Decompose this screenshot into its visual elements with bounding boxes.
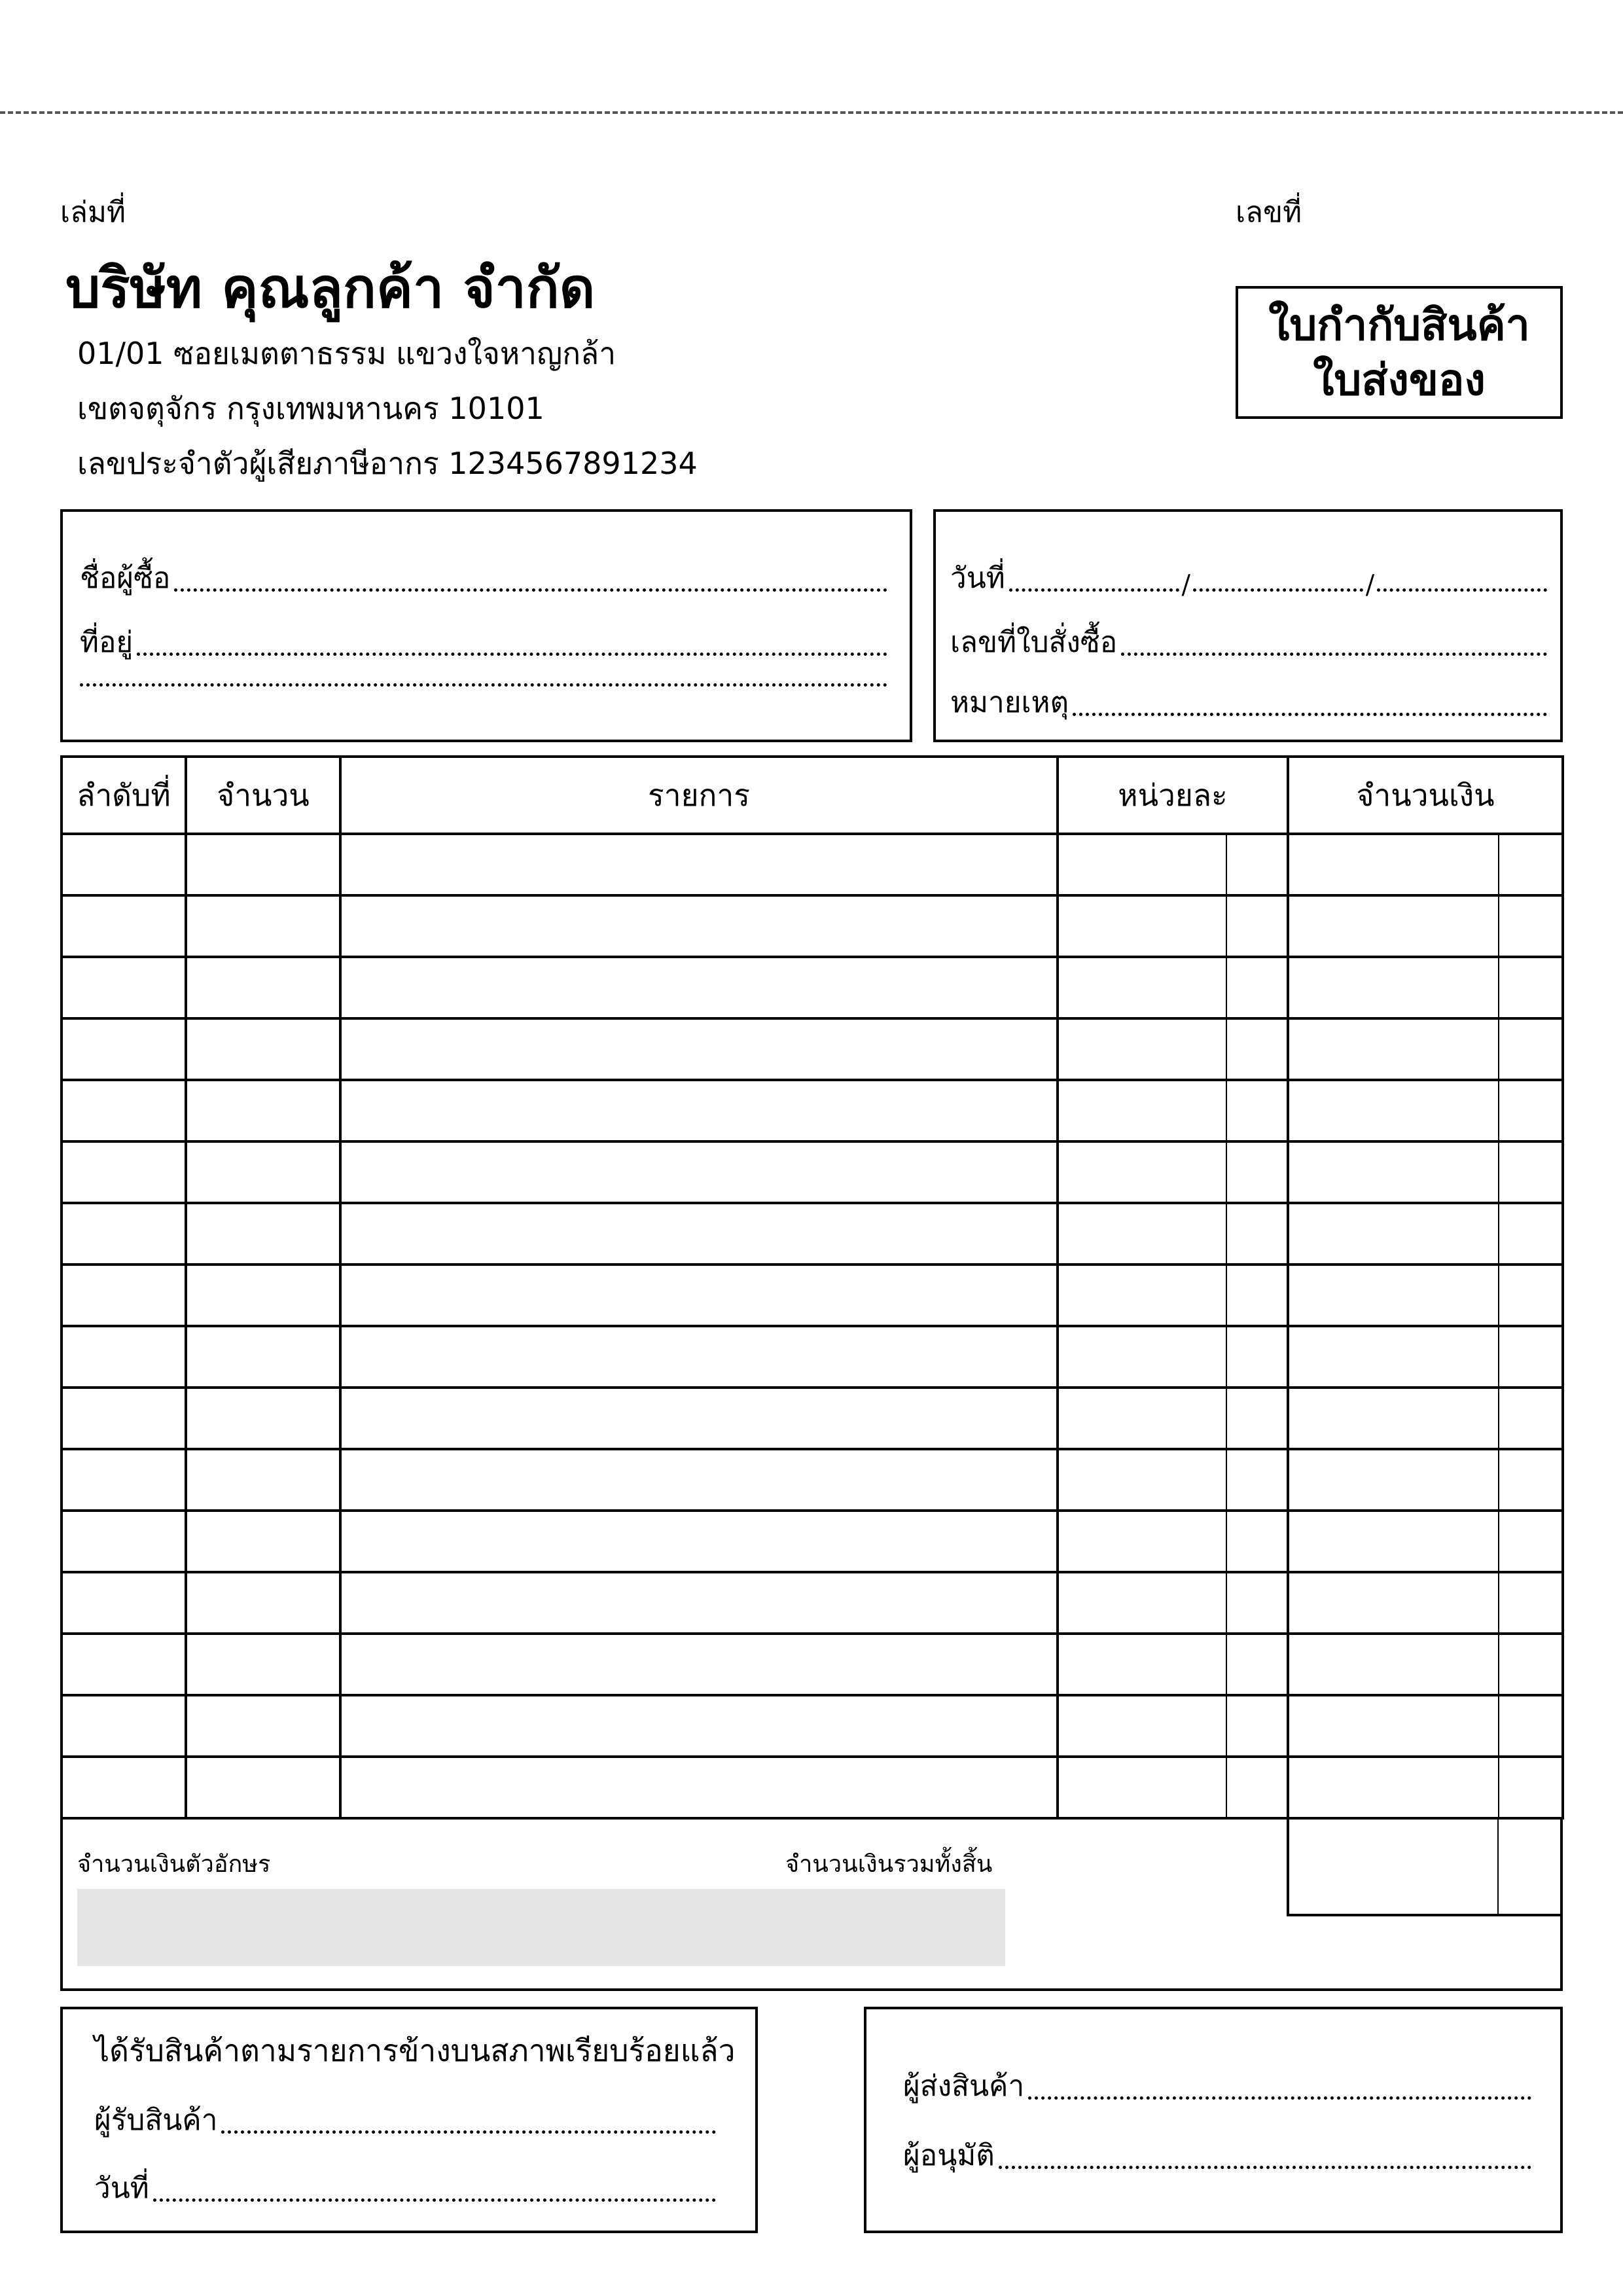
table-row <box>62 1572 1563 1634</box>
cell-unit-price-decimal[interactable] <box>1226 1326 1288 1388</box>
cell-amount-decimal[interactable] <box>1499 1265 1563 1326</box>
cell-no[interactable] <box>62 1141 186 1203</box>
cell-no[interactable] <box>62 1572 186 1634</box>
receipt-date-field[interactable] <box>94 2169 716 2208</box>
table-row <box>62 1695 1563 1757</box>
sender-field[interactable] <box>903 2067 1531 2106</box>
col-header-qty: จำนวน <box>186 757 340 834</box>
cell-unit-price[interactable] <box>1058 1449 1226 1511</box>
cell-amount[interactable] <box>1288 1388 1499 1449</box>
cell-amount-decimal[interactable] <box>1499 1018 1563 1080</box>
cell-no[interactable] <box>62 1203 186 1265</box>
cell-description[interactable] <box>340 1326 1058 1388</box>
cell-qty[interactable] <box>186 1080 340 1141</box>
cell-amount[interactable] <box>1288 1326 1499 1388</box>
amount-in-words-label: จำนวนเงินตัวอักษร <box>77 1851 271 1878</box>
cell-amount[interactable] <box>1288 1511 1499 1572</box>
receipt-box <box>60 2007 758 2233</box>
cell-description[interactable] <box>340 1388 1058 1449</box>
cell-amount-decimal[interactable] <box>1499 1757 1563 1818</box>
date-field[interactable] <box>950 559 1547 598</box>
cell-qty[interactable] <box>186 1203 340 1265</box>
cell-qty[interactable] <box>186 1326 340 1388</box>
cell-no[interactable] <box>62 895 186 957</box>
cell-description[interactable] <box>340 895 1058 957</box>
company-address-line1: 01/01 ซอยเมตตาธรรม แขวงใจหาญกล้า <box>77 336 616 371</box>
table-row <box>62 1080 1563 1141</box>
cell-unit-price[interactable] <box>1058 957 1226 1018</box>
cell-qty[interactable] <box>186 1018 340 1080</box>
col-header-unit-price: หน่วยละ <box>1058 757 1288 834</box>
cell-description[interactable] <box>340 1449 1058 1511</box>
sender-box <box>864 2007 1563 2233</box>
col-header-amount: จำนวนเงิน <box>1288 757 1563 834</box>
table-row <box>62 957 1563 1018</box>
order-info-box <box>933 509 1563 742</box>
cell-unit-price[interactable] <box>1058 1018 1226 1080</box>
table-row <box>62 1203 1563 1265</box>
date-label: วันที่ <box>950 562 1005 595</box>
cell-unit-price-decimal[interactable] <box>1226 1080 1288 1141</box>
cell-qty[interactable] <box>186 1141 340 1203</box>
cut-line <box>0 111 1623 114</box>
cell-amount-decimal[interactable] <box>1499 1511 1563 1572</box>
cell-amount[interactable] <box>1288 1572 1499 1634</box>
cell-amount[interactable] <box>1288 1757 1499 1818</box>
table-row <box>62 834 1563 895</box>
cell-description[interactable] <box>340 1572 1058 1634</box>
cell-no[interactable] <box>62 1449 186 1511</box>
cell-qty[interactable] <box>186 1757 340 1818</box>
cell-unit-price-decimal[interactable] <box>1226 1449 1288 1511</box>
cell-description[interactable] <box>340 1634 1058 1695</box>
cell-no[interactable] <box>62 1265 186 1326</box>
cell-unit-price[interactable] <box>1058 1695 1226 1757</box>
cell-amount[interactable] <box>1288 1634 1499 1695</box>
buyer-address-label: ที่อยู่ <box>80 626 134 659</box>
cell-unit-price-decimal[interactable] <box>1226 1511 1288 1572</box>
company-name: บริษัท คุณลูกค้า จำกัด <box>65 256 596 320</box>
cell-unit-price-decimal[interactable] <box>1226 1634 1288 1695</box>
cell-unit-price[interactable] <box>1058 1572 1226 1634</box>
cell-amount-decimal[interactable] <box>1499 834 1563 895</box>
receiver-label: ผู้รับสินค้า <box>94 2104 218 2137</box>
table-row <box>62 1018 1563 1080</box>
cell-unit-price[interactable] <box>1058 1265 1226 1326</box>
table-row <box>62 1141 1563 1203</box>
received-statement: ได้รับสินค้าตามรายการข้างบนสภาพเรียบร้อยแล้ว <box>94 2033 736 2068</box>
receiver-field[interactable] <box>94 2101 716 2140</box>
cell-qty[interactable] <box>186 1388 340 1449</box>
document-title-line1: ใบกำกับสินค้า <box>1268 299 1530 350</box>
cell-amount-decimal[interactable] <box>1499 1326 1563 1388</box>
sender-label: ผู้ส่งสินค้า <box>903 2070 1025 2103</box>
cell-amount[interactable] <box>1288 1080 1499 1141</box>
cell-no[interactable] <box>62 1757 186 1818</box>
table-row <box>62 1449 1563 1511</box>
cell-unit-price[interactable] <box>1058 895 1226 957</box>
cell-description[interactable] <box>340 1018 1058 1080</box>
buyer-name-label: ชื่อผู้ซื้อ <box>80 562 171 595</box>
book-number-label: เล่มที่ <box>60 196 126 229</box>
grand-total-label: จำนวนเงินรวมทั้งสิ้น <box>785 1851 993 1878</box>
cell-description[interactable] <box>340 1757 1058 1818</box>
table-row <box>62 1757 1563 1818</box>
cell-amount-decimal[interactable] <box>1499 1449 1563 1511</box>
grand-total-divider <box>1497 1817 1499 1914</box>
cell-amount-decimal[interactable] <box>1499 1634 1563 1695</box>
cell-unit-price-decimal[interactable] <box>1226 1695 1288 1757</box>
cell-description[interactable] <box>340 1080 1058 1141</box>
cell-description[interactable] <box>340 1265 1058 1326</box>
remark-field[interactable] <box>950 683 1547 723</box>
cell-description[interactable] <box>340 1511 1058 1572</box>
cell-description[interactable] <box>340 1203 1058 1265</box>
cell-amount-decimal[interactable] <box>1499 1141 1563 1203</box>
buyer-address-field-2[interactable] <box>80 683 887 693</box>
cell-no[interactable] <box>62 1695 186 1757</box>
cell-unit-price-decimal[interactable] <box>1226 1388 1288 1449</box>
cell-unit-price-decimal[interactable] <box>1226 1572 1288 1634</box>
document-title-line2: ใบส่งของ <box>1313 354 1486 405</box>
cell-unit-price[interactable] <box>1058 1388 1226 1449</box>
cell-qty[interactable] <box>186 1634 340 1695</box>
table-row <box>62 1511 1563 1572</box>
cell-amount-decimal[interactable] <box>1499 1080 1563 1141</box>
remark-label: หมายเหตุ <box>950 686 1069 719</box>
cell-qty[interactable] <box>186 1695 340 1757</box>
cell-amount[interactable] <box>1288 1018 1499 1080</box>
table-row <box>62 1388 1563 1449</box>
col-header-description: รายการ <box>340 757 1058 834</box>
company-tax-id: เลขประจำตัวผู้เสียภาษีอากร 1234567891234 <box>77 446 698 481</box>
cell-amount[interactable] <box>1288 957 1499 1018</box>
receipt-date-label: วันที่ <box>94 2172 149 2205</box>
cell-no[interactable] <box>62 834 186 895</box>
cell-unit-price-decimal[interactable] <box>1226 895 1288 957</box>
cell-unit-price[interactable] <box>1058 834 1226 895</box>
cell-description[interactable] <box>340 957 1058 1018</box>
cell-amount[interactable] <box>1288 1141 1499 1203</box>
document-title-box <box>1236 286 1563 419</box>
amount-in-words-field[interactable] <box>77 1889 1005 1966</box>
table-row <box>62 1265 1563 1326</box>
cell-qty[interactable] <box>186 1449 340 1511</box>
cell-description[interactable] <box>340 834 1058 895</box>
cell-unit-price-decimal[interactable] <box>1226 1018 1288 1080</box>
table-header-row <box>62 757 1563 834</box>
approver-label: ผู้อนุมัติ <box>903 2139 995 2172</box>
buyer-name-field[interactable] <box>80 559 887 598</box>
cell-amount-decimal[interactable] <box>1499 1203 1563 1265</box>
date-separator-2: / <box>1365 570 1375 600</box>
cell-amount-decimal[interactable] <box>1499 1695 1563 1757</box>
cell-qty[interactable] <box>186 957 340 1018</box>
cell-unit-price[interactable] <box>1058 1634 1226 1695</box>
cell-unit-price-decimal[interactable] <box>1226 1203 1288 1265</box>
cell-amount[interactable] <box>1288 1695 1499 1757</box>
cell-amount[interactable] <box>1288 1203 1499 1265</box>
cell-unit-price[interactable] <box>1058 1080 1226 1141</box>
cell-amount[interactable] <box>1288 895 1499 957</box>
grand-total-cell[interactable] <box>1287 1817 1563 1916</box>
po-number-label: เลขที่ใบสั่งซื้อ <box>950 626 1118 659</box>
cell-amount[interactable] <box>1288 834 1499 895</box>
po-number-field[interactable] <box>950 623 1547 662</box>
buyer-address-field[interactable] <box>80 623 887 662</box>
cell-description[interactable] <box>340 1141 1058 1203</box>
cell-qty[interactable] <box>186 895 340 957</box>
document-number-label: เลขที่ <box>1236 196 1302 229</box>
cell-unit-price[interactable] <box>1058 1203 1226 1265</box>
cell-no[interactable] <box>62 1634 186 1695</box>
cell-unit-price-decimal[interactable] <box>1226 957 1288 1018</box>
cell-amount-decimal[interactable] <box>1499 1388 1563 1449</box>
cell-unit-price[interactable] <box>1058 1141 1226 1203</box>
cell-unit-price-decimal[interactable] <box>1226 1141 1288 1203</box>
cell-qty[interactable] <box>186 834 340 895</box>
cell-no[interactable] <box>62 1018 186 1080</box>
cell-unit-price[interactable] <box>1058 1511 1226 1572</box>
table-row <box>62 1634 1563 1695</box>
table-row <box>62 895 1563 957</box>
cell-amount[interactable] <box>1288 1449 1499 1511</box>
cell-qty[interactable] <box>186 1511 340 1572</box>
cell-amount-decimal[interactable] <box>1499 895 1563 957</box>
cell-unit-price-decimal[interactable] <box>1226 834 1288 895</box>
cell-unit-price-decimal[interactable] <box>1226 1265 1288 1326</box>
col-header-no: ลำดับที่ <box>62 757 186 834</box>
cell-no[interactable] <box>62 957 186 1018</box>
cell-no[interactable] <box>62 1511 186 1572</box>
cell-no[interactable] <box>62 1080 186 1141</box>
cell-no[interactable] <box>62 1326 186 1388</box>
company-address-line2: เขตจตุจักร กรุงเทพมหานคร 10101 <box>77 391 544 426</box>
cell-amount-decimal[interactable] <box>1499 957 1563 1018</box>
cell-qty[interactable] <box>186 1265 340 1326</box>
buyer-box <box>60 509 912 742</box>
cell-qty[interactable] <box>186 1572 340 1634</box>
cell-unit-price[interactable] <box>1058 1757 1226 1818</box>
cell-amount[interactable] <box>1288 1265 1499 1326</box>
date-separator-1: / <box>1181 570 1191 600</box>
cell-unit-price-decimal[interactable] <box>1226 1757 1288 1818</box>
items-table <box>60 755 1564 1820</box>
cell-amount-decimal[interactable] <box>1499 1572 1563 1634</box>
cell-no[interactable] <box>62 1388 186 1449</box>
table-row <box>62 1326 1563 1388</box>
approver-field[interactable] <box>903 2136 1531 2176</box>
cell-unit-price[interactable] <box>1058 1326 1226 1388</box>
cell-description[interactable] <box>340 1695 1058 1757</box>
